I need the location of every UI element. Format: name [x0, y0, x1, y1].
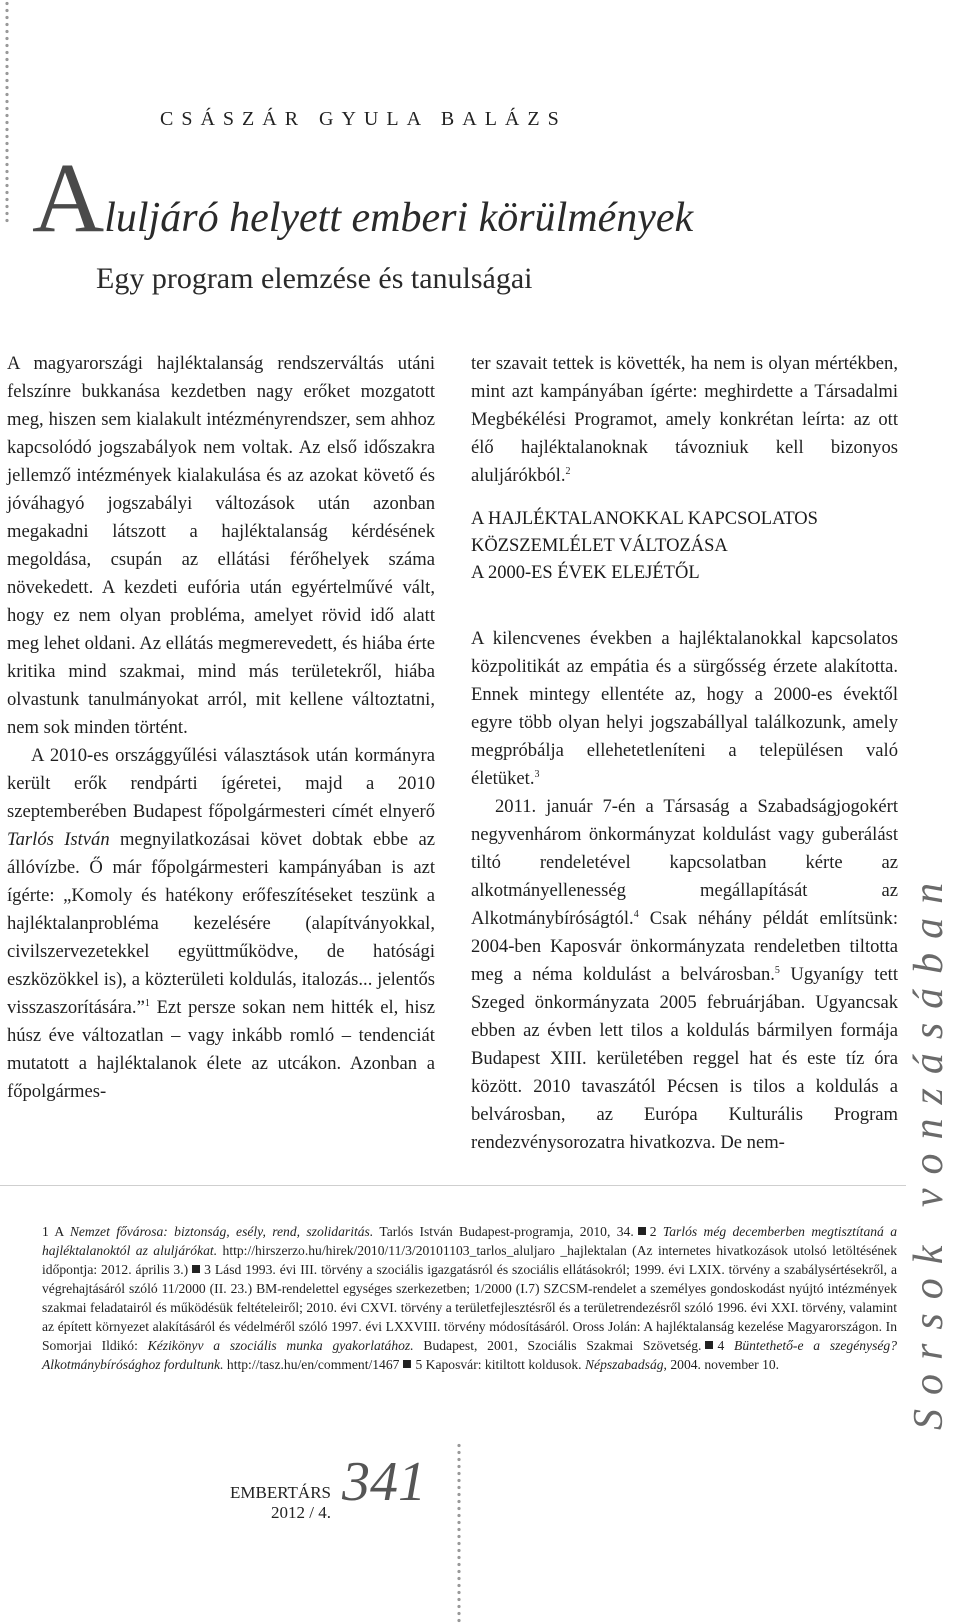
footnote-link[interactable]: http://hirszerzo.hu/hirek/2010/11/3/20101103_tarlos_aluljaro _hajlektalan (Az internetes hivatkozások utolsó letöltésének időpontja: 2012. április 3.) — [42, 1243, 897, 1277]
right-column — [471, 350, 898, 1157]
footnote-link[interactable]: http://tasz.hu/en/comment/1467 — [223, 1357, 400, 1372]
author-name: CSÁSZÁR GYULA BALÁZS — [160, 108, 567, 130]
square-separator-icon — [403, 1360, 411, 1368]
left-column — [7, 350, 435, 1106]
title-drop-initial: A — [32, 142, 105, 253]
title-text: luljáró helyett emberi körülmények — [104, 195, 694, 241]
square-separator-icon — [192, 1265, 200, 1273]
decorative-dot-rule-top — [4, 0, 10, 225]
footnote-ref: 2 — [565, 465, 571, 477]
article-subtitle: Egy program elemzése és tanulságai — [96, 262, 533, 295]
journal-issue: 2012 / 4. — [271, 1503, 331, 1522]
footnote-ref: 5 — [774, 964, 780, 976]
page-number: 341 — [342, 1451, 426, 1513]
journal-name: EMBERTÁRS — [230, 1483, 331, 1502]
square-separator-icon — [705, 1341, 713, 1349]
paragraph: 2011. január 7-én a Társaság a Szabadságjogokért negyvenhárom önkormányzat koldulást vagy guberálást tiltó rendeletével kapcsolatban kérte az alkotmányellenesség megállapítását az Alkotmánybíróságtól.$^4$ Csak néhány példát említsünk: 2004-ben Kaposvár önkormányzata rendeletben tiltotta meg a néma koldulást a belvárosban.$^5$ Ugyanígy tett Szeged önkormányzata 2005 februárjában. Ugyancsak ebben az évben lett tilos a koldulás bármilyen formája Budapest XIII. kerületében reggel hat és este tíz óra között. 2010 tavaszától Pécsen is tilos a koldulás a belvárosban, az Európa Kulturális Program rendezvénysorozatra hivatkozva. De nem- — [471, 796, 898, 1153]
footnote-ref: 1 — [144, 997, 150, 1009]
paragraph: A kilencvenes években a hajléktalanokkal kapcsolatos közpolitikát az empátia és a sürgősség érzete alakította. Ennek mintegy ellentéte az, hogy a 2000-es évektől egyre több olyan helyi jogszabállyal találkozunk, amely megpróbálja ellehetetleníteni a településen való életüket.$^3$ — [471, 628, 898, 789]
journal-info — [215, 1483, 331, 1523]
decorative-dot-rule-bottom — [456, 1442, 462, 1624]
footnote-ref: 3 — [534, 768, 540, 780]
person-name: Tarlós István — [7, 829, 110, 850]
article-title — [32, 142, 694, 253]
footnotes: 1 A Nemzet fővárosa: biztonság, esély, rend, szolidaritás. Tarlós István Budapest-programja, 2010, 34. 2 Tarlós még decemberben megtisztítaná a hajléktalanoktól az aluljárókat. http://hirszerzo.hu/hirek/2010/11/3/20101103_tarlos_aluljaro _hajlektalan (Az internetes hivatkozások utolsó letöltésének időpontja: 2012. április 3.) 3 Lásd 1993. évi III. törvény a szociális igazgatásról és szociális ellátásokról; 1999. évi LXIX. törvény a szabálysértésekről, a végrehajtásáról szóló 11/2000 (II. 23.) BM-rendelettel egységes szerkezetben; 1/2000 (I.7) SZCSM-rendelet a személyes gondoskodást nyújtó intézmények szakmai feladatairól és működésük feltételeiről; 2010. évi CXVI. törvény a területfejlesztésről és a területrendezésről szóló 1996. évi XXI. törvény, valamint az épített környezet alakításáról és védelméről szóló 1997. évi LXXVIII. törvény módosításáról. Oross Jolán: A hajléktalanság kezelése Magyarországon. In Somorjai Ildikó: Kézikönyv a szociális munka gyakorlatához. Budapest, 2001, Szociális Szakmai Szövetség. 4 Büntethető-e a szegénység? Alkotmánybírósághoz fordultunk. http://tasz.hu/en/comment/1467 5 Kaposvár: kitiltott koldusok. Népszabadság, 2004. november 10. — [42, 1224, 898, 1372]
section-label-vertical: Sorsok vonzásában — [906, 868, 952, 1430]
footnote-ref: 4 — [633, 908, 639, 920]
section-heading: A HAJLÉKTALANOKKAL KAPCSOLATOS KÖZSZEMLÉLET VÁLTOZÁSA A 2000-ES ÉVEK ELEJÉTŐL — [471, 509, 818, 583]
paragraph: ter szavait tettek is követték, ha nem is olyan mértékben, mint azt kampányában ígérte: meghirdette a Társadalmi Megbékélési Programot, amely konkrétan leírta: az ott élő hajléktalanoknak távozniuk kell bizonyos aluljárókból.$^2$ — [471, 353, 898, 486]
footnote-divider — [0, 1185, 906, 1186]
paragraph: A magyarországi hajléktalanság rendszerváltás utáni felszínre bukkanása kezdetben nagy erőket mozgatott meg, hiszen sem kialakult intézményrendszer, sem ahhoz kapcsolódó jogszabályok nem voltak. Az első időszakra jellemző intézmények kialakulása és az azokat követő és jóváhagyó jogszabályi változások után azonban megakadni látszott a hajléktalanság kérdésének megoldása, csupán az ellátási férőhelyek száma növekedett. A kezdeti eufória után egyértelművé vált, hogy ez nem olyan probléma, amelyet rövid idő alatt meg lehet oldani. Az ellátás megmerevedett, és hiába érte kritika mind szakmai, mind más területekről, hiába olvastunk tanulmányokat arról, mit kellene változtatni, nem sok minden történt. — [7, 353, 435, 738]
square-separator-icon — [638, 1227, 646, 1235]
paragraph: A 2010-es országgyűlési választások után kormányra került erők rendpárti ígéretei, majd a 2010 szeptemberében Budapest főpolgármesteri címét elnyerő Tarlós István megnyilatkozásai követ dobtak ebbe az állóvízbe. Ő már főpolgármesteri kampányában is azt ígérte: „Komoly és hatékony erőfeszítéseket teszünk a hajléktalanprobléma kezelésére (alapítványokkal, civilszervezetekkel együttműködve, de hatósági eszközökkel is), a közterületi koldulás, italozás... jelentős visszaszorítására.”$^1$ Ezt persze sokan nem hitték el, hisz húsz éve változatlan – vagy inkább romló – tendenciát mutatott a hajléktalanok élete az utcákon. Azonban a főpolgármes- — [7, 745, 435, 1102]
